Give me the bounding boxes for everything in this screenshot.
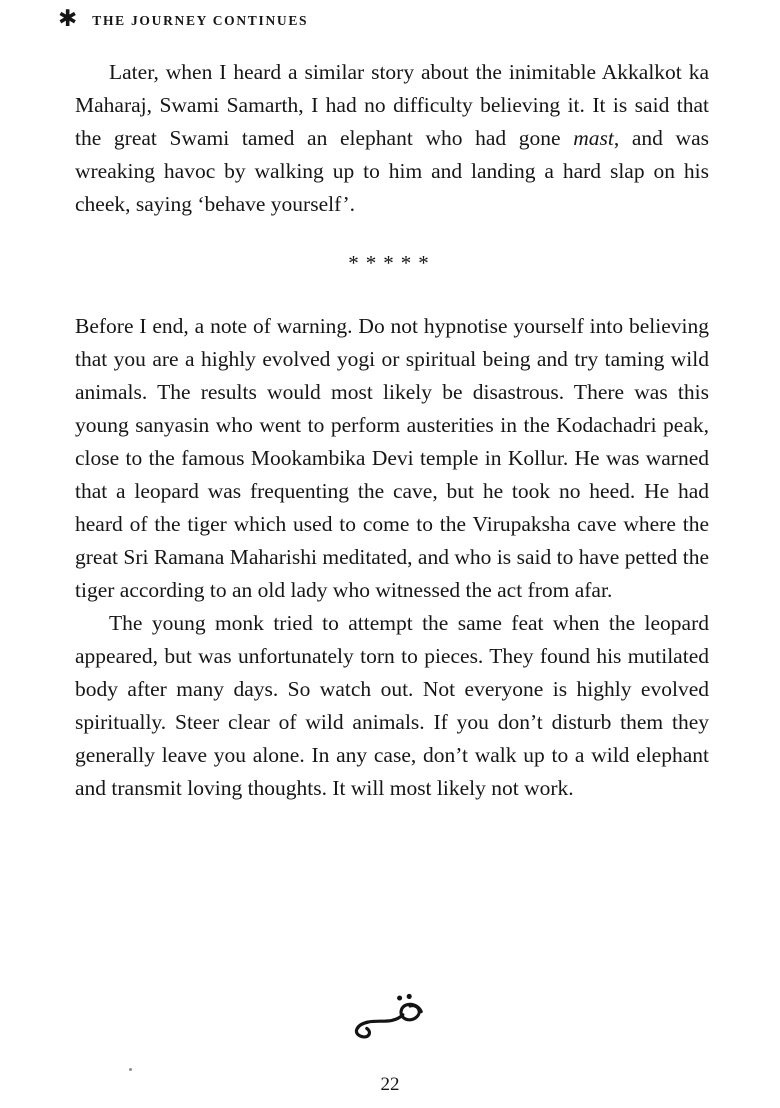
flower-asterisk-icon: ✱ [58, 6, 78, 32]
asterisk-section-break: ***** [348, 251, 436, 275]
page-body [75, 56, 709, 805]
paragraph: The young monk tried to attempt the same feat when the leopard appeared, but was unfortunately torn to pieces. They found his mutilated body after many days. So watch out. Not everyone is highly evolved spiritually. Steer clear of wild animals. If you don’t disturb them they generally leave you alone. In any case, don’t walk up to a wild elephant and transmit loving thoughts. It will most likely not work. [75, 611, 709, 800]
running-header [58, 8, 308, 31]
paragraph: Before I end, a note of warning. Do not hypnotise yourself into believing that you are a highly evolved yogi or spiritual being and try taming wild animals. The results would most likely be disastrous. There was this young sanyasin who went to perform austerities in the Kodachadri peak, close to the famous Mookambika Devi temple in Kollur. He was warned that a leopard was frequenting the cave, but he took no heed. He had heard of the tiger which used to come to the Virupaksha cave where the great Sri Ramana Maharishi meditated, and who is said to have petted the tiger according to an old lady who witnessed the act from afar. [75, 314, 709, 602]
stray-print-mark [129, 1068, 132, 1071]
page-number: 22 [380, 1074, 400, 1095]
paragraph: Later, when I heard a similar story about the inimitable Akkalkot ka Maharaj, Swami Samarth, I had no difficulty believing it. It is said that the great Swami tamed an elephant who had gone mast, and was wreaking havoc by walking up to him and landing a hard slap on his cheek, saying ‘behave yourself’. [75, 60, 709, 216]
running-header-title: THE JOURNEY CONTINUES [92, 12, 309, 28]
calligraphic-ornament-icon [342, 992, 438, 1044]
